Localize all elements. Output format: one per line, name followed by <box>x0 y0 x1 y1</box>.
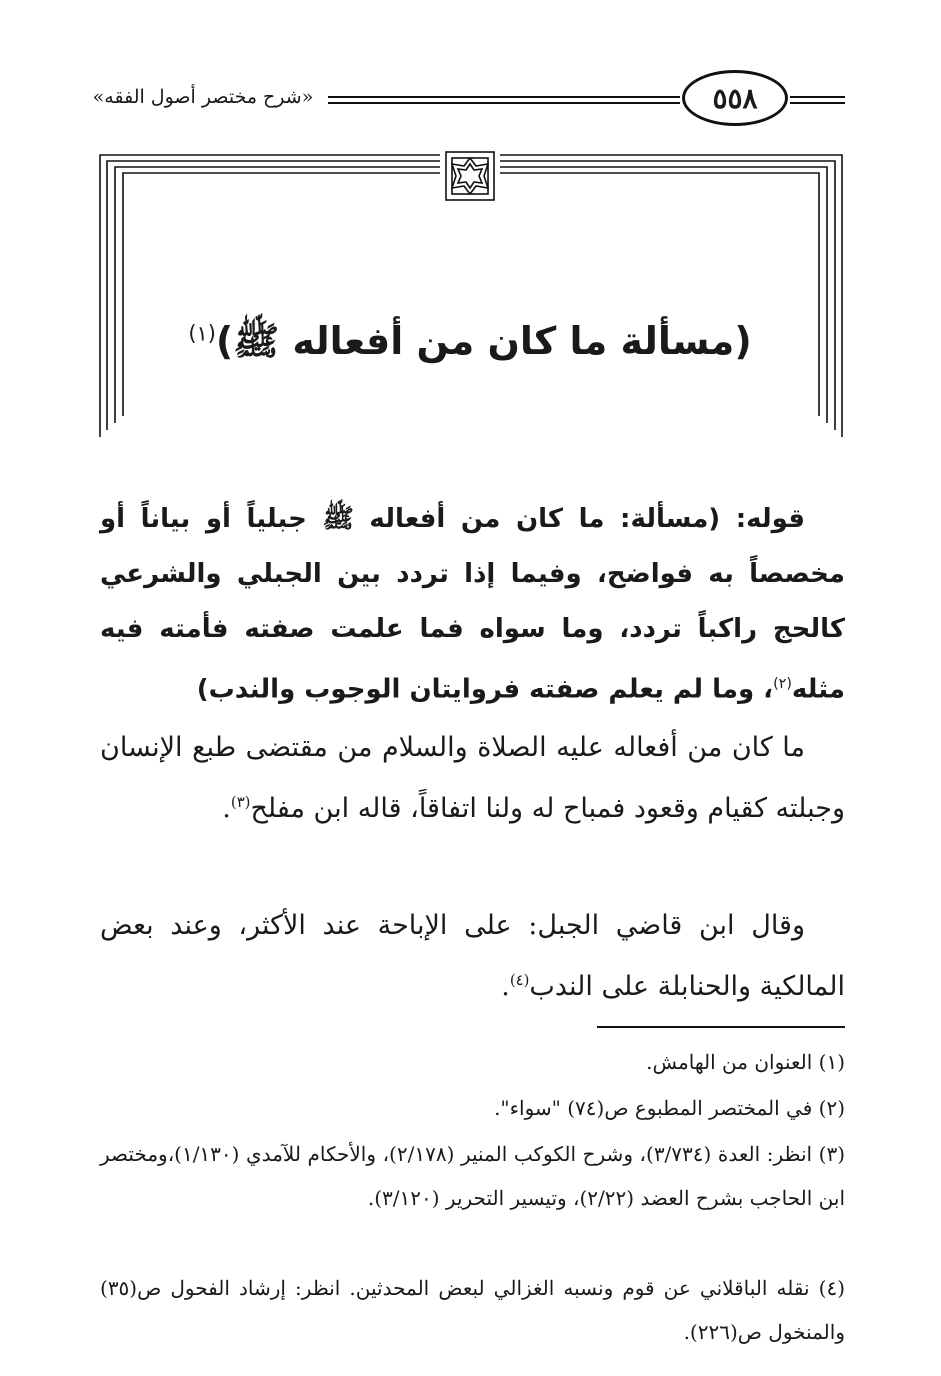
note-ref-2: (٢) <box>773 676 792 692</box>
chapter-title-note-ref: (١) <box>188 321 216 346</box>
note-ref-3: (٣) <box>230 793 251 811</box>
footnote-2: (٢) في المختصر المطبوع ص(٧٤) "سواء". <box>494 1096 845 1120</box>
ornament-star-icon <box>446 152 494 200</box>
paragraph-3-text: وقال ابن قاضي الجبل: على الإباحة عند الأكثر، وعند بعض المالكية والحنابلة على الندب <box>100 910 845 1002</box>
footnote-1: (١) العنوان من الهامش. <box>646 1050 845 1074</box>
paragraph-2-text: ما كان من أفعاله عليه الصلاة والسلام من مقتضى طبع الإنسان وجبلته كقيام وقعود فمباح له ولنا اتفاقاً، قاله ابن مفلح <box>100 732 845 824</box>
paragraph-3-tail: . <box>501 971 510 1002</box>
chapter-title <box>170 318 770 373</box>
paragraph-2-tail: . <box>222 793 231 824</box>
quoted-text-paragraph <box>100 492 845 718</box>
footnote-3: (٣) انظر: العدة (٣/٧٣٤)، وشرح الكوكب المنير (٢/١٧٨)، والأحكام للآمدي (١/١٣٠)،ومختصر ابن الحاجب بشرح العضد (٢/٢٢)، وتيسير التحرير (٣/١٢٠). <box>100 1142 846 1210</box>
page-number-text: ٥٥٨ <box>712 81 758 115</box>
commentary-paragraph-2 <box>100 898 845 1014</box>
title-frame <box>0 0 941 450</box>
footnote-4: (٤) نقله الباقلاني عن قوم ونسبه الغزالي لبعض المحدثين. انظر: إرشاد الفحول ص(٣٥) والمنخول ص(٢٢٦). <box>100 1276 845 1344</box>
footnote-separator <box>597 1026 845 1028</box>
chapter-title-text: (مسألة ما كان من أفعاله ﷺ) <box>215 319 752 363</box>
commentary-paragraph-1 <box>100 720 845 836</box>
running-title: «شرح مختصر أصول الفقه» <box>92 86 314 108</box>
paragraph-1-tail: ، وما لم يعلم صفته فروايتان الوجوب والندب) <box>196 674 774 705</box>
paragraph-1-text: قوله: (مسألة: ما كان من أفعاله ﷺ جبلياً أو بياناً أو مخصصاً به فواضح، وفيما إذا تردد بين الجبلي والشرعي كالحج راكباً تردد، وما سواه فما علمت صفته فأمته فيه مثله <box>100 504 845 705</box>
note-ref-4: (٤) <box>509 971 530 989</box>
